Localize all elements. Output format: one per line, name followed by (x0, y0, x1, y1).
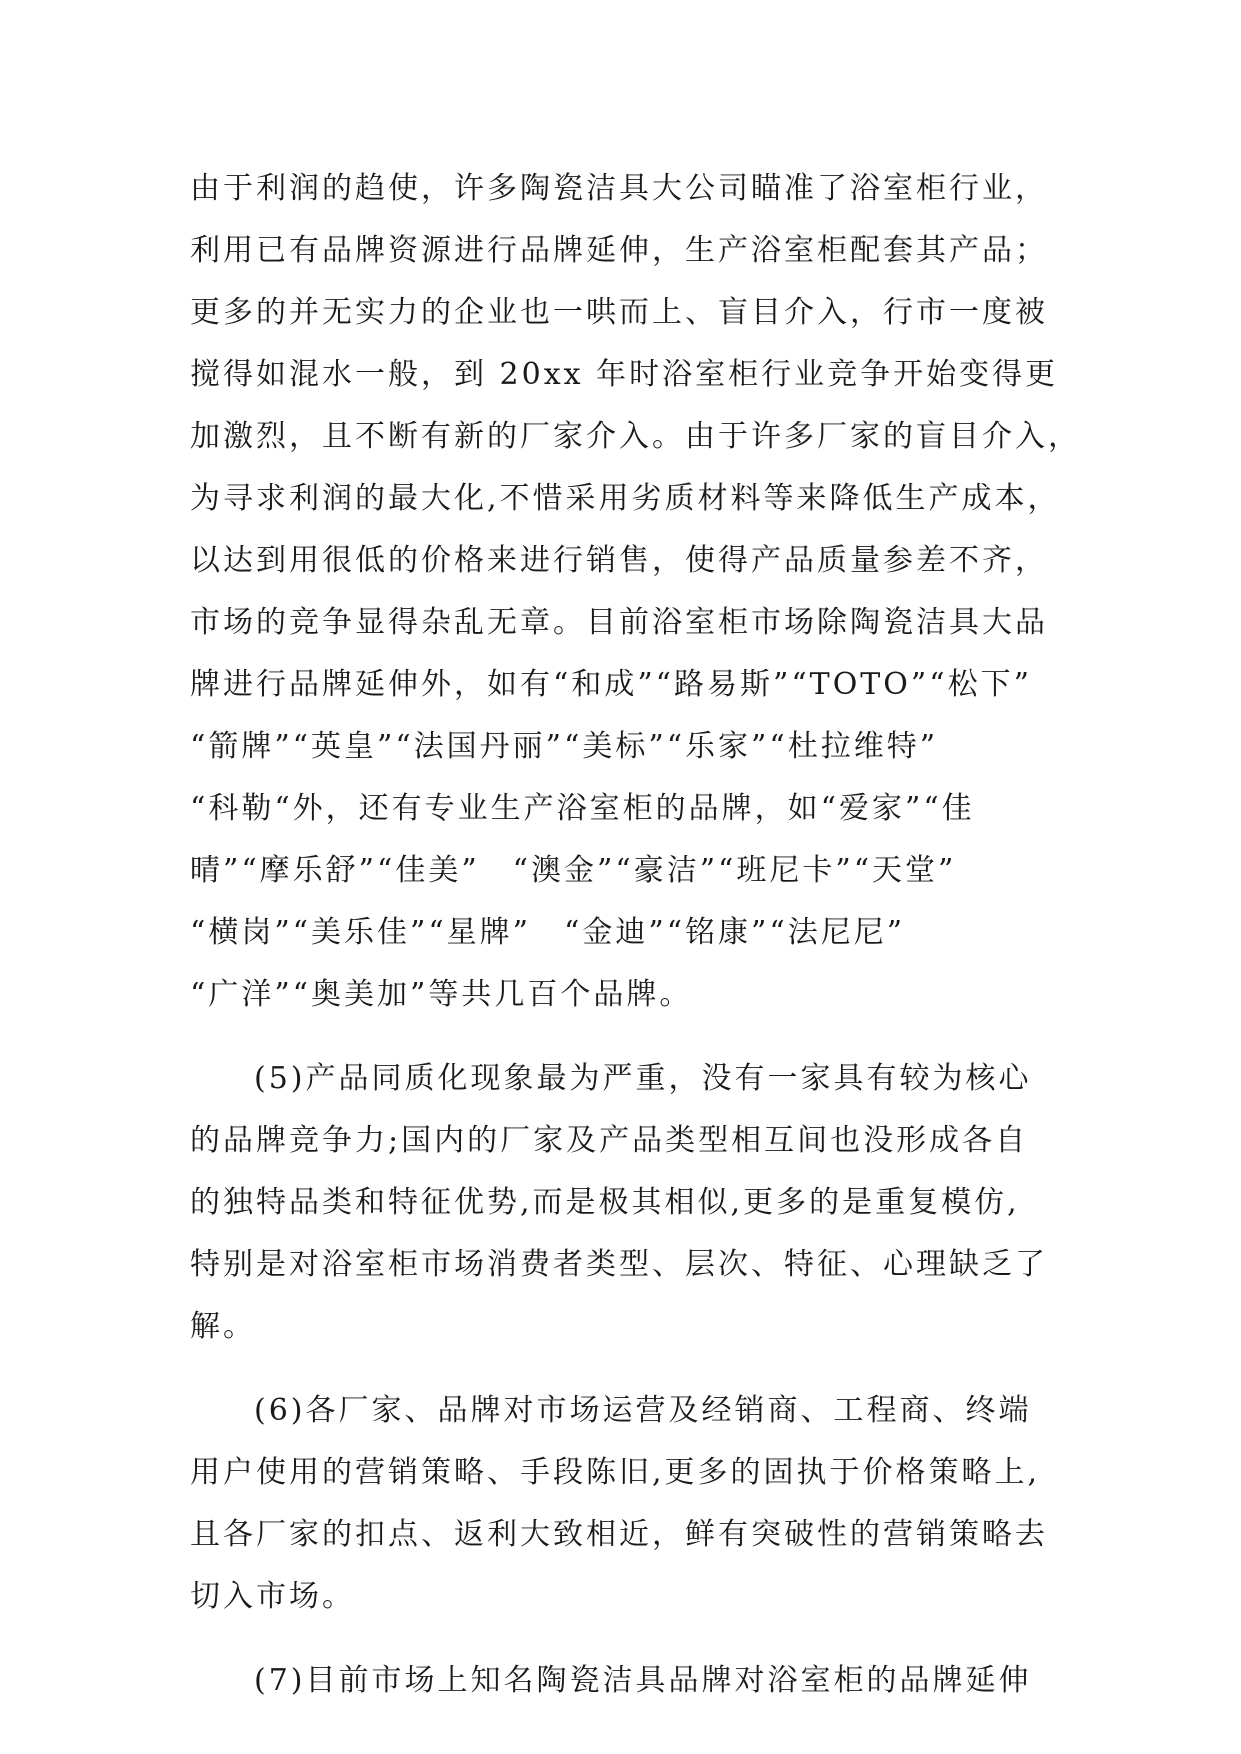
paragraph-1 (190, 158, 1081, 1026)
text-line: “科勒“外，还有专业生产浴室柜的品牌，如“爱家”“佳 (190, 791, 975, 826)
text-line: 且各厂家的扣点、返利大致相近，鲜有突破性的营销策略去 (190, 1517, 1048, 1552)
text-line: 的品牌竞争力;国内的厂家及产品类型相互间也没形成各自 (190, 1123, 1029, 1158)
text-line: 用户使用的营销策略、手段陈旧,更多的固执于价格策略上, (190, 1455, 1041, 1490)
text-line: (5)产品同质化现象最为严重，没有一家具有较为核心 (254, 1061, 1032, 1096)
text-line: 的独特品类和特征优势,而是极其相似,更多的是重复模仿, (190, 1185, 1020, 1220)
text-line: 更多的并无实力的企业也一哄而上、盲目介入，行市一度被 (190, 295, 1048, 330)
body-text (190, 158, 1081, 1712)
text-line: 由于利润的趋使，许多陶瓷洁具大公司瞄准了浴室柜行业， (190, 171, 1048, 206)
text-line: “箭牌”“英皇”“法国丹丽”“美标”“乐家”“杜拉维特” (190, 729, 939, 764)
text-line: 切入市场。 (190, 1579, 355, 1614)
text-line: 解。 (190, 1309, 256, 1344)
paragraph-gap (190, 1026, 1070, 1048)
text-line: 市场的竞争显得杂乱无章。目前浴室柜市场除陶瓷洁具大品 (190, 605, 1048, 640)
text-line: 以达到用很低的价格来进行销售，使得产品质量参差不齐， (190, 543, 1048, 578)
text-line: “横岗”“美乐佳”“星牌” “金迪”“铭康”“法尼尼” (190, 915, 906, 950)
text-line: 特别是对浴室柜市场消费者类型、层次、特征、心理缺乏了 (190, 1247, 1048, 1282)
paragraph-4 (190, 1650, 1070, 1712)
text-line: “广洋”“奥美加”等共几百个品牌。 (190, 977, 693, 1012)
text-line: (6)各厂家、品牌对市场运营及经销商、工程商、终端 (254, 1393, 1032, 1428)
text-line: 牌进行品牌延伸外，如有“和成”“路易斯”“TOTO”“松下” (190, 667, 1032, 702)
paragraph-gap (190, 1628, 1070, 1650)
text-line: 加激烈，且不断有新的厂家介入。由于许多厂家的盲目介入， (190, 419, 1081, 454)
text-line: 晴”“摩乐舒”“佳美” “澳金”“豪洁”“班尼卡”“天堂” (190, 853, 957, 888)
text-line: 搅得如混水一般，到 20xx 年时浴室柜行业竞争开始变得更 (190, 357, 1059, 392)
text-line: 利用已有品牌资源进行品牌延伸，生产浴室柜配套其产品； (190, 233, 1048, 268)
paragraph-3 (190, 1380, 1070, 1628)
text-line: (7)目前市场上知名陶瓷洁具品牌对浴室柜的品牌延伸 (254, 1663, 1032, 1698)
paragraph-2 (190, 1048, 1070, 1358)
text-line: 为寻求利润的最大化,不惜采用劣质材料等来降低生产成本， (190, 481, 1061, 516)
paragraph-gap (190, 1358, 1070, 1380)
